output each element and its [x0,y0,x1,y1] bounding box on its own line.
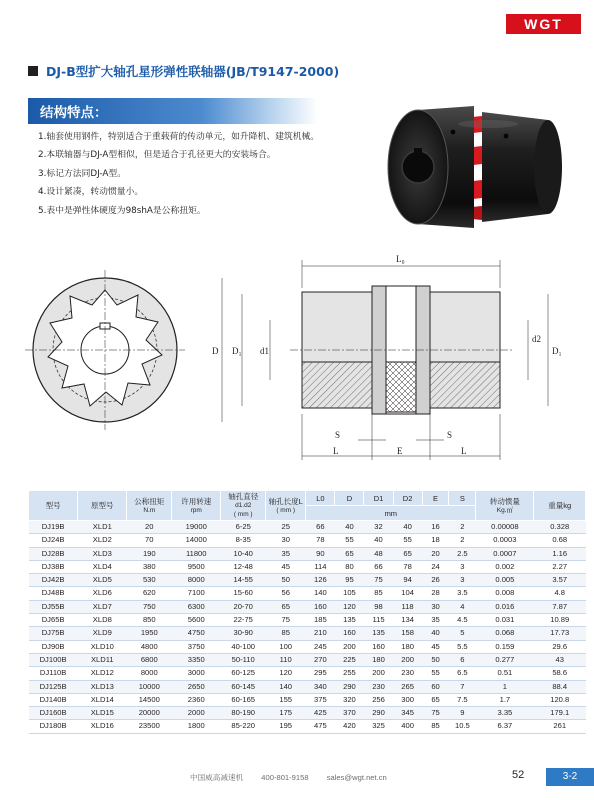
table-cell: 0.51 [497,668,513,678]
table-row [29,680,586,693]
table-cell: 370 [335,707,364,720]
header-S: S [449,491,476,506]
label-D-end: D [212,346,219,356]
table-cell: 85-220 [231,721,256,731]
table-cell: 35 [431,615,440,625]
table-cell: 7.5 [457,694,468,704]
table-row [29,707,586,720]
table-cell: 20-70 [221,600,266,613]
table-cell: 90 [306,547,335,560]
label-d2: d2 [532,334,541,344]
table-cell: 50 [266,574,306,587]
table-cell: 6800 [127,653,172,666]
table-cell: 3750 [187,641,205,651]
table-cell: 134 [401,615,414,625]
table-cell: 56 [281,588,290,598]
table-cell: 94 [393,574,422,587]
table-cell: 0.277 [476,653,534,666]
table-cell: 3.35 [476,707,534,720]
table-cell: XLD9 [78,627,127,640]
table-cell: DJ160B [29,707,78,720]
table-row [29,693,586,706]
table-cell: DJ28B [29,547,78,560]
table-cell: 45 [431,641,440,651]
table-cell: 135 [343,615,356,625]
table-cell: 425 [306,707,335,720]
table-cell: 66 [306,521,335,534]
table-cell: DJ110B [39,668,67,678]
table-cell: 1.7 [499,694,511,704]
table-cell: 40 [335,521,364,534]
label-S-left: S [335,430,341,440]
table-cell: 65 [393,547,422,560]
features-list [38,128,368,220]
table-cell: 6-25 [221,521,266,534]
table-cell: 17.73 [534,627,586,640]
table-cell: 6300 [172,600,221,613]
label-L-right: L [461,446,467,456]
table-cell: 9500 [187,561,205,571]
table-cell: 60 [422,680,449,693]
table-cell: 23500 [138,721,160,731]
table-cell: 65 [335,547,364,560]
table-cell: 88.4 [534,680,586,693]
page-number: 52 [512,769,525,781]
table-cell: 1 [476,680,534,693]
table-cell: 400 [401,721,414,731]
table-cell: 70 [145,535,154,545]
table-cell: XLD12 [90,668,114,678]
table-cell: 85 [374,588,383,598]
table-cell: 200 [343,641,356,651]
table-cell: 255 [343,668,356,678]
table-row [29,614,586,627]
table-cell: 43 [534,653,586,666]
table-cell: 420 [343,721,356,731]
table-cell: 40 [393,521,422,534]
table-cell: 10.5 [454,721,470,731]
table-cell: 2000 [172,707,221,720]
table-cell: 104 [401,588,414,598]
table-cell: 265 [393,680,422,693]
table-cell: XLD15 [78,707,127,720]
table-cell: 29.6 [552,641,568,651]
table-row [29,534,586,547]
table-cell: 5 [449,627,476,640]
table-cell: 45 [281,561,290,571]
table-cell: XLD11 [78,653,127,666]
table-cell: 60-145 [221,680,266,693]
table-cell: DJ55B [29,600,78,613]
table-cell: 0.002 [495,561,515,571]
table-cell: 850 [142,615,156,625]
header-L0: L0 [306,491,335,506]
table-cell: 0.016 [476,600,534,613]
header-E: E [422,491,449,506]
table-cell: 2 [449,521,476,534]
table-cell: XLD3 [78,547,127,560]
features-banner [28,98,318,124]
table-cell: 320 [343,694,356,704]
table-cell: 40-100 [231,641,256,651]
table-cell: 175 [266,707,306,720]
table-cell: 85 [266,627,306,640]
table-cell: 0.0003 [493,535,517,545]
table-row [29,600,586,613]
header-D: D [335,491,364,506]
label-S-right: S [447,430,453,440]
page-title: DJ-B型扩大轴孔星形弹性联轴器(JB/T9147-2000) [46,64,340,79]
table-cell: 530 [127,574,172,587]
table-cell: 3 [460,561,465,571]
table-cell: 126 [306,574,335,587]
table-cell: 20 [127,521,172,534]
table-cell: 4750 [172,627,221,640]
table-cell: 60-125 [231,668,256,678]
table-cell: 65 [266,600,306,613]
table-cell: 179.1 [534,707,586,720]
table-cell: 40 [422,627,449,640]
table-cell: DJ48B [41,588,65,598]
table-cell: XLD14 [90,694,114,704]
table-row [29,627,586,640]
table-cell: 120.8 [550,694,570,704]
table-row [29,720,586,733]
table-cell: 15-60 [233,588,253,598]
table-cell: 35 [266,547,306,560]
coupling-photo [378,92,574,242]
header-model: 型号 [29,491,78,521]
table-cell: DJ100B [29,653,78,666]
table-cell: 140 [314,588,327,598]
table-cell: DJ75B [29,627,78,640]
table-cell: 270 [306,653,335,666]
table-cell: 4.8 [554,588,565,598]
table-cell: 8000 [140,668,158,678]
table-cell: 1.16 [534,547,586,560]
table-cell: 160 [335,627,364,640]
header-D1: D1 [364,491,393,506]
table-cell: 5.5 [457,641,468,651]
label-D1-end: D₁ [232,346,242,356]
header-inertia: 转动惯量 Kg.㎡ [476,491,534,521]
table-cell: 1950 [127,627,172,640]
table-cell: DJ38B [41,561,65,571]
table-cell: 0.328 [534,521,586,534]
table-cell: 200 [372,668,385,678]
table-cell: 230 [364,680,393,693]
table-cell: 135 [364,627,393,640]
table-cell: 8-35 [235,535,251,545]
feature-item: 2.本联轴器与DJ-A型相似，但是适合于孔径更大的安装场合。 [38,150,276,161]
table-cell: DJ19B [29,521,78,534]
table-cell: 3.57 [534,574,586,587]
table-cell: 16 [422,521,449,534]
table-cell: 80 [345,561,354,571]
table-row [29,640,586,653]
table-cell: XLD10 [90,641,114,651]
footer-contact [190,772,403,783]
table-cell: 195 [279,721,293,731]
table-cell: 20 [422,547,449,560]
table-cell: 180 [364,653,393,666]
header-orig-model: 原型号 [78,491,127,521]
table-cell: 2 [460,535,465,545]
table-cell: 0.0007 [476,547,534,560]
footer-email: sales@wgt.net.cn [326,773,387,782]
table-cell: 7 [449,680,476,693]
table-cell: 0.008 [495,588,515,598]
table-cell: XLD13 [78,680,127,693]
table-cell: 58.6 [552,668,568,678]
table-cell: 95 [335,574,364,587]
table-cell: 158 [393,627,422,640]
table-cell: 75 [364,574,393,587]
table-cell: 210 [306,627,335,640]
table-cell: 180 [401,641,414,651]
table-cell: 10.89 [550,615,570,625]
table-cell: 75 [281,615,290,625]
table-cell: 8000 [172,574,221,587]
table-cell: 30-90 [221,627,266,640]
label-d1: d1 [260,346,269,356]
title-bullet [28,66,38,76]
table-cell: 0.159 [495,641,515,651]
table-cell: 9 [449,707,476,720]
table-cell: 80-190 [221,707,266,720]
table-cell: XLD4 [92,561,112,571]
table-cell: 66 [374,561,383,571]
table-cell: 2650 [172,680,221,693]
table-cell: 295 [314,668,327,678]
table-cell: XLD7 [78,600,127,613]
table-cell: 475 [314,721,327,731]
table-cell: 28 [431,588,440,598]
table-cell: 340 [306,680,335,693]
table-cell: 4.5 [457,615,468,625]
table-cell: 115 [372,615,385,625]
table-cell: 261 [553,721,567,731]
table-cell: 30 [422,600,449,613]
table-cell: 245 [314,641,327,651]
table-cell: 6.37 [497,721,513,731]
table-cell: 0.005 [476,574,534,587]
table-cell: DJ90B [41,641,65,651]
table-cell: 300 [401,694,414,704]
table-cell: 98 [364,600,393,613]
table-cell: 26 [422,574,449,587]
label-L0: L₀ [396,254,405,264]
feature-item: 5.表中是弹性体硬度为98shA是公称扭矩。 [38,205,206,216]
table-cell: 380 [142,561,156,571]
table-cell: 7100 [187,588,205,598]
table-row [29,574,586,587]
table-cell: 118 [393,600,422,613]
table-cell: 14000 [185,535,207,545]
table-cell: 1800 [187,721,205,731]
header-weight: 重量kg [534,491,586,521]
label-L-left: L [333,446,339,456]
table-cell: 620 [142,588,156,598]
table-cell: 140 [266,680,306,693]
table-cell: XLD5 [78,574,127,587]
table-cell: 25 [266,521,306,534]
table-cell: 75 [422,707,449,720]
table-cell: 78 [316,535,325,545]
side-view [222,260,548,460]
table-cell: 0.031 [495,615,515,625]
table-cell: 60-165 [231,694,256,704]
technical-drawing [0,250,594,490]
table-row [29,547,586,560]
table-cell: 20000 [127,707,172,720]
table-cell: XLD1 [78,521,127,534]
table-cell: 3.5 [457,588,468,598]
table-cell: 114 [314,561,327,571]
table-cell: 160 [372,641,385,651]
table-cell: 50 [422,653,449,666]
table-cell: 6.5 [457,668,468,678]
table-cell: 100 [279,641,293,651]
feature-item: 3.标记方法同DJ-A型。 [38,168,127,179]
table-cell: 290 [364,707,393,720]
table-row [29,667,586,680]
table-cell: 65 [431,694,440,704]
label-E: E [397,446,403,456]
table-cell: 2360 [187,694,205,704]
table-cell: 30 [281,535,290,545]
table-cell: 10000 [127,680,172,693]
table-cell: 55 [403,535,412,545]
table-cell: 48 [364,547,393,560]
table-cell: 40 [374,535,383,545]
table-cell: 14500 [138,694,160,704]
header-mm-unit: mm [306,506,476,521]
table-cell: 160 [306,600,335,613]
table-cell: 105 [343,588,356,598]
footer-company: 中国威高减速机 [190,773,244,782]
table-cell: XLD16 [90,721,114,731]
table-cell: XLD2 [92,535,112,545]
table-cell: 3350 [172,653,221,666]
table-cell: DJ180B [39,721,67,731]
spec-table-grid [28,490,586,734]
table-cell: DJ24B [41,535,65,545]
table-cell: 10-40 [221,547,266,560]
header-bore-length: 轴孔长度L ( mm ) [266,491,306,521]
footer [0,768,594,790]
table-cell: 185 [314,615,327,625]
spec-table [28,490,586,734]
feature-item: 4.设计紧凑，转动惯量小。 [38,187,144,198]
header-bore: 轴孔直径 d1.d2 ( mm ) [221,491,266,521]
table-cell: DJ65B [41,615,65,625]
table-cell: 256 [372,694,385,704]
header-speed: 许用转速 rpm [172,491,221,521]
table-cell: 32 [364,521,393,534]
table-cell: 5600 [187,615,205,625]
table-cell: 3000 [187,668,205,678]
table-cell: 55 [345,535,354,545]
table-cell: 3 [449,574,476,587]
table-cell: 11800 [172,547,221,560]
end-view [25,270,185,430]
table-row [29,587,586,600]
table-cell: 4 [449,600,476,613]
table-cell: DJ140B [39,694,67,704]
table-cell: 0.068 [476,627,534,640]
table-cell: 225 [335,653,364,666]
table-cell: 375 [314,694,327,704]
table-cell: DJ125B [29,680,78,693]
table-cell: 78 [403,561,412,571]
table-cell: 110 [266,653,306,666]
table-cell: 200 [393,653,422,666]
table-cell: 190 [127,547,172,560]
table-cell: 345 [393,707,422,720]
table-cell: 7.87 [534,600,586,613]
features-heading: 结构特点： [40,105,108,121]
table-row [29,560,586,573]
header-D2: D2 [393,491,422,506]
table-cell: 85 [431,721,440,731]
table-cell: 55 [431,668,440,678]
table-cell: XLD8 [92,615,112,625]
table-cell: 2.5 [449,547,476,560]
table-cell: 120 [279,668,293,678]
table-cell: 0.68 [552,535,568,545]
label-D1-side: D₁ [552,346,562,356]
feature-item: 1.轴套使用钢件，特别适合于重载荷的传动单元，如升降机、建筑机械。 [38,132,320,142]
spec-table-body [29,521,586,734]
table-cell: 2.27 [552,561,568,571]
table-cell: 750 [127,600,172,613]
header-torque: 公称扭矩 N.m [127,491,172,521]
table-cell: 0.00008 [476,521,534,534]
table-cell: 325 [372,721,385,731]
table-cell: 18 [431,535,440,545]
section-tag: 3-2 [546,768,594,786]
top-bar [0,0,594,43]
brand-logo: WGT [506,14,581,34]
table-cell: 12-48 [233,561,253,571]
footer-phone: 400-801-9158 [261,773,309,782]
table-cell: 155 [279,694,293,704]
table-row [29,653,586,666]
table-cell: 50-110 [221,653,266,666]
table-cell: 6 [449,653,476,666]
table-cell: DJ42B [29,574,78,587]
table-cell: 290 [335,680,364,693]
table-cell: 4800 [140,641,158,651]
table-cell: 14-55 [221,574,266,587]
table-cell: 24 [431,561,440,571]
table-row [29,521,586,534]
table-cell: XLD6 [92,588,112,598]
table-cell: 230 [401,668,414,678]
table-cell: 120 [335,600,364,613]
table-cell: 19000 [172,521,221,534]
table-cell: 22-75 [233,615,253,625]
